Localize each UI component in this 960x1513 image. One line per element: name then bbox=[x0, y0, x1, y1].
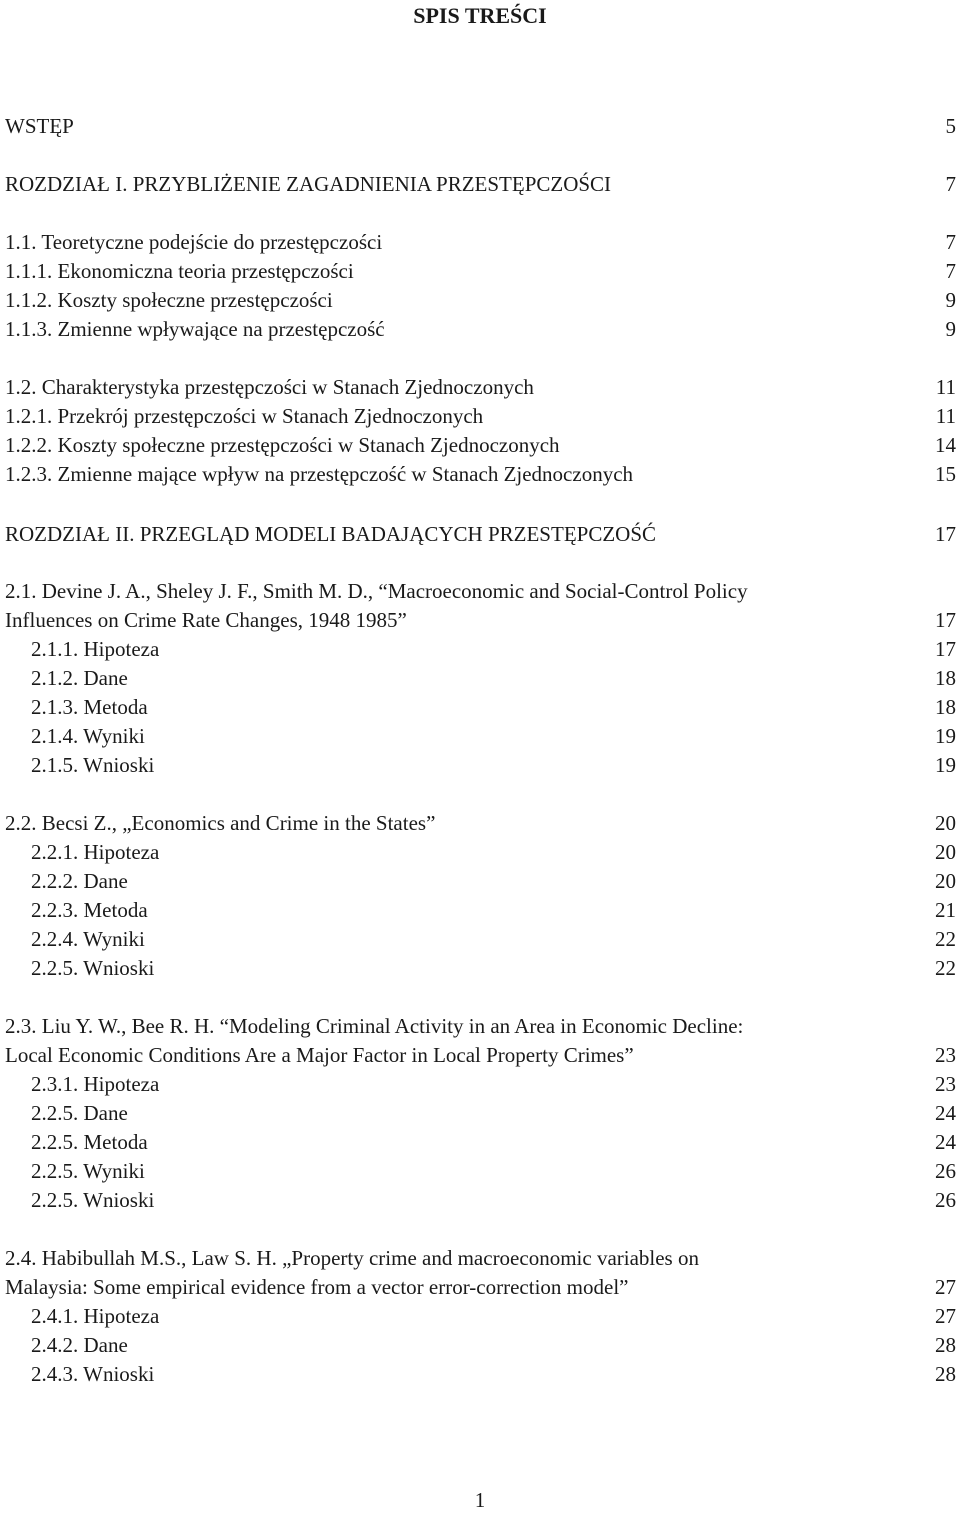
toc-entry-page: 21 bbox=[935, 898, 956, 922]
toc-entry-title: Influences on Crime Rate Changes, 1948 1985” bbox=[5, 608, 407, 632]
toc-entry-title: 2.1.3. Metoda bbox=[31, 695, 148, 719]
toc-entry-title: 1.2. Charakterystyka przestępczości w Stanach Zjednoczonych bbox=[5, 375, 534, 399]
toc-entry-title: 2.2.5. Wnioski bbox=[31, 956, 155, 980]
toc-entry-title: 2.1.2. Dane bbox=[31, 666, 128, 690]
toc-entry-page: 27 bbox=[935, 1304, 956, 1328]
toc-entry-title: 2.2.4. Wyniki bbox=[31, 927, 145, 951]
toc-entry-title: 2.2.5. Metoda bbox=[31, 1130, 148, 1154]
toc-entry-page: 26 bbox=[935, 1188, 956, 1212]
toc-entry-page: 7 bbox=[945, 259, 956, 283]
toc-entry-title: 2.4.1. Hipoteza bbox=[31, 1304, 160, 1328]
toc-entry-page: 26 bbox=[935, 1159, 956, 1183]
toc-entry-page: 24 bbox=[935, 1101, 956, 1125]
toc-entry-title: 2.1. Devine J. A., Sheley J. F., Smith M. D., “Macroeconomic and Social-Control Policy bbox=[5, 579, 748, 603]
toc-entry-title: 2.1.5. Wnioski bbox=[31, 753, 155, 777]
toc-entry-title: 2.1.4. Wyniki bbox=[31, 724, 145, 748]
toc-entry-page: 22 bbox=[935, 927, 956, 951]
toc-entry-page: 11 bbox=[935, 375, 956, 399]
toc-entry-title: 2.2.5. Wnioski bbox=[31, 1188, 155, 1212]
toc-entry-page: 20 bbox=[935, 840, 956, 864]
toc-entry-page: 20 bbox=[935, 869, 956, 893]
toc-entry-page: 28 bbox=[935, 1333, 956, 1357]
toc-entry-title: 2.3.1. Hipoteza bbox=[31, 1072, 160, 1096]
toc-entry-page: 11 bbox=[935, 404, 956, 428]
toc-entry-title: 2.2.1. Hipoteza bbox=[31, 840, 160, 864]
toc-entry-title: WSTĘP bbox=[5, 114, 74, 138]
toc-entry-title: Local Economic Conditions Are a Major Factor in Local Property Crimes” bbox=[5, 1043, 634, 1067]
toc-entry-page: 24 bbox=[935, 1130, 956, 1154]
page-title: SPIS TREŚCI bbox=[413, 3, 547, 28]
toc-entry-page: 14 bbox=[935, 433, 956, 457]
toc-entry-page: 23 bbox=[935, 1072, 956, 1096]
toc-entry-title: 2.2. Becsi Z., „Economics and Crime in the States” bbox=[5, 811, 436, 835]
toc-entry-title: 1.1.1. Ekonomiczna teoria przestępczości bbox=[5, 259, 354, 283]
toc-entry-page: 18 bbox=[935, 666, 956, 690]
toc-entry-title: Malaysia: Some empirical evidence from a vector error-correction model” bbox=[5, 1275, 629, 1299]
toc-entry-title: 2.2.5. Wyniki bbox=[31, 1159, 145, 1183]
toc-entry-title: 1.1.3. Zmienne wpływające na przestępczość bbox=[5, 317, 385, 341]
toc-entry-title: 2.2.3. Metoda bbox=[31, 898, 148, 922]
toc-entry-title: ROZDZIAŁ I. PRZYBLIŻENIE ZAGADNIENIA PRZESTĘPCZOŚCI bbox=[5, 172, 612, 196]
toc-entry-page: 20 bbox=[935, 811, 956, 835]
toc-entry-page: 23 bbox=[935, 1043, 956, 1067]
toc-entry-page: 15 bbox=[935, 462, 956, 486]
toc-entry-title: 2.4. Habibullah M.S., Law S. H. „Property crime and macroeconomic variables on bbox=[5, 1246, 699, 1270]
toc-entry-title: 2.4.2. Dane bbox=[31, 1333, 128, 1357]
toc-entry-page: 28 bbox=[935, 1362, 956, 1386]
toc-entry-page: 18 bbox=[935, 695, 956, 719]
toc-entry-page: 22 bbox=[935, 956, 956, 980]
toc-entry-title: 1.2.1. Przekrój przestępczości w Stanach Zjednoczonych bbox=[5, 404, 484, 428]
toc-entry-title: 1.2.3. Zmienne mające wpływ na przestępczość w Stanach Zjednoczonych bbox=[5, 462, 634, 486]
toc-entry-page: 17 bbox=[935, 522, 956, 546]
toc-entry-page: 9 bbox=[945, 317, 956, 341]
toc-entry-title: 1.1.2. Koszty społeczne przestępczości bbox=[5, 288, 333, 312]
toc-entry-page: 5 bbox=[945, 114, 956, 138]
toc-entry-page: 7 bbox=[945, 230, 956, 254]
toc-entry-title: 2.2.5. Dane bbox=[31, 1101, 128, 1125]
toc-entry-page: 7 bbox=[945, 172, 956, 196]
toc-entry-title: 2.1.1. Hipoteza bbox=[31, 637, 160, 661]
toc-entry-title: 2.2.2. Dane bbox=[31, 869, 128, 893]
toc-entry-title: 2.4.3. Wnioski bbox=[31, 1362, 155, 1386]
toc-entry-title: ROZDZIAŁ II. PRZEGLĄD MODELI BADAJĄCYCH PRZESTĘPCZOŚĆ bbox=[5, 522, 657, 546]
toc-entry-page: 9 bbox=[945, 288, 956, 312]
toc-entry-page: 19 bbox=[935, 724, 956, 748]
toc-entry-page: 27 bbox=[935, 1275, 956, 1299]
toc-entry-title: 1.2.2. Koszty społeczne przestępczości w Stanach Zjednoczonych bbox=[5, 433, 560, 457]
toc-entry-title: 2.3. Liu Y. W., Bee R. H. “Modeling Criminal Activity in an Area in Economic Decline: bbox=[5, 1014, 744, 1038]
toc-entry-page: 17 bbox=[935, 637, 956, 661]
toc-entry-page: 17 bbox=[935, 608, 956, 632]
toc-entry-page: 19 bbox=[935, 753, 956, 777]
toc-entry-title: 1.1. Teoretyczne podejście do przestępczości bbox=[5, 230, 383, 254]
page-number: 1 bbox=[474, 1488, 486, 1512]
